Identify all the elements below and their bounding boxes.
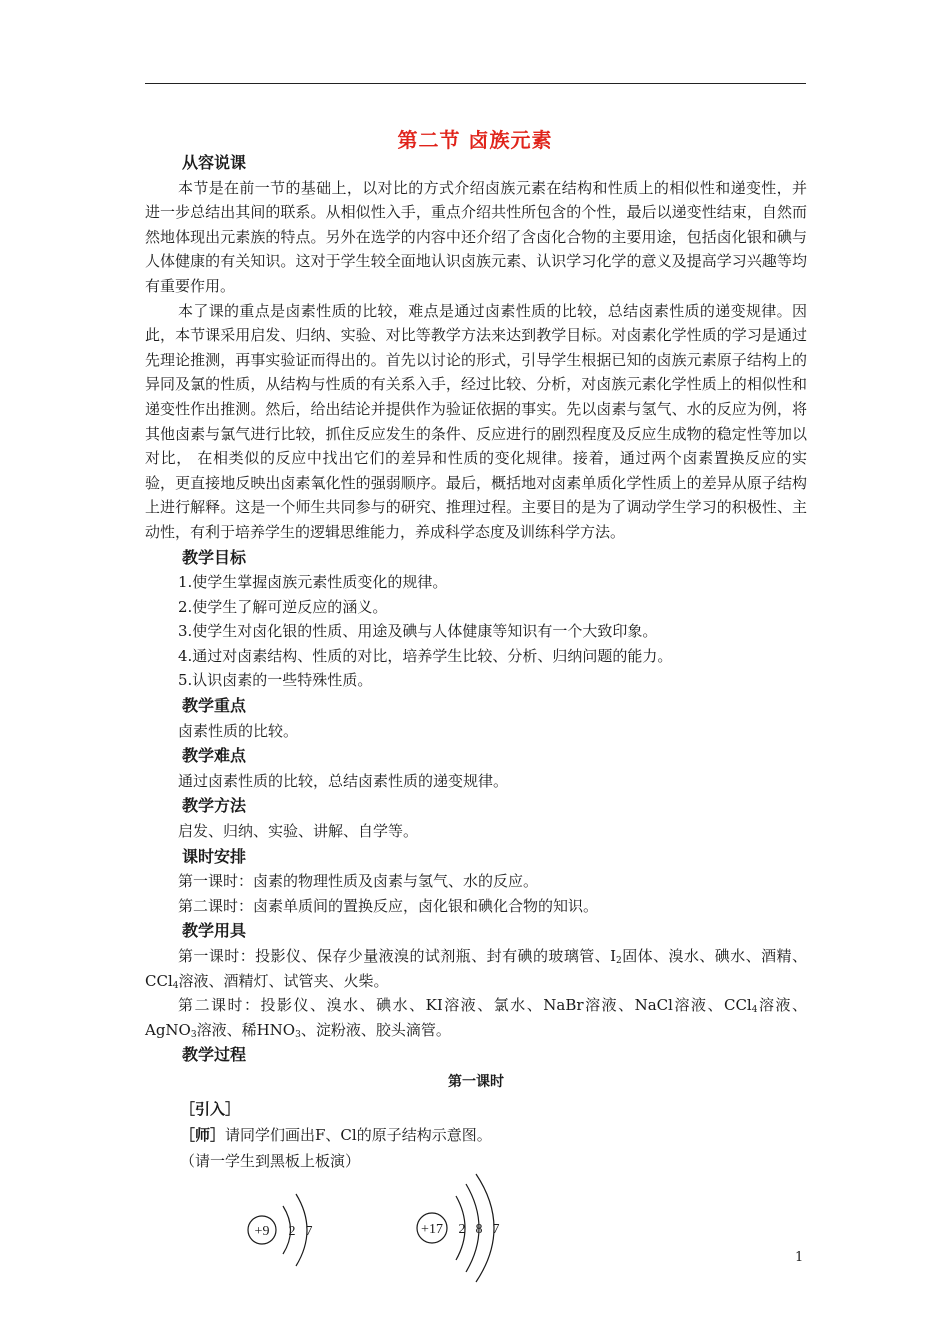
list-item: 4.通过对卤素结构、性质的对比，培养学生比较、分析、归纳问题的能力。 (178, 646, 673, 665)
section-heading: 教学用具 (182, 921, 247, 941)
section-heading: 教学重点 (182, 696, 247, 716)
section-heading: 教学方法 (182, 796, 247, 816)
page-number: 1 (795, 1250, 804, 1265)
paragraph: 通过卤素性质的比较，总结卤素性质的递变规律。 (178, 771, 509, 790)
section-heading: 教学难点 (182, 746, 247, 766)
chlorine-diagram (417, 1174, 500, 1282)
note-line: （请一学生到黑板上板演） (180, 1151, 361, 1170)
paragraph: 第一课时：卤素的物理性质及卤素与氢气、水的反应。 (178, 872, 539, 891)
cl-shell-3: 7 (492, 1222, 500, 1237)
f-shell-2: 7 (305, 1224, 313, 1239)
section-heading: 教学目标 (182, 547, 247, 567)
lesson-heading: 第一课时 (448, 1073, 504, 1090)
cl-shell-2: 8 (475, 1222, 483, 1237)
f-nucleus-label: +9 (254, 1224, 270, 1239)
section-heading: 从容说课 (182, 153, 247, 172)
list-item: 3.使学生对卤化银的性质、用途及碘与人体健康等知识有一个大致印象。 (178, 622, 658, 641)
list-item: 2.使学生了解可逆反应的涵义。 (178, 597, 388, 616)
equipment-line-1: 第一课时：投影仪、保存少量液溴的试剂瓶、封有碘的玻璃管、$I_2$固体、溴水、碘水、酒精、CCl$_4$溶液、酒精灯、试管夹、火柴。 (145, 947, 807, 991)
list-item: 1.使学生掌握卤族元素性质变化的规律。 (178, 573, 448, 592)
paragraph: 启发、归纳、实验、讲解、自学等。 (178, 822, 419, 841)
header-rule (145, 83, 806, 84)
page-title: 第二节 卤族元素 (397, 128, 553, 152)
paragraph: 本节是在前一节的基础上，以对比的方式介绍卤族元素在结构和性质上的相似性和递变性，并进一步总结出其间的联系。从相似性入手，重点介绍共性所包含的个性，最后以递变性结束，自然而然地体现出元素族的特点。另外在选学的内容中还介绍了含卤化合物的主要用途，包括卤化银和碘与人体健康的有关知识。这对于学生较全面地认识卤族元素、认识学习化学的意义及提高学习兴趣等均有重要作用。 (145, 178, 807, 295)
section-heading: 教学过程 (182, 1045, 247, 1065)
teacher-line: ［师］请同学们画出F、Cl的原子结构示意图。 (180, 1125, 492, 1144)
list-item: 5.认识卤素的一些特殊性质。 (178, 671, 373, 690)
equipment-line-2: 第二课时：投影仪、溴水、碘水、KI溶液、氯水、NaBr溶液、NaCl溶液、CCl$_4$溶液、AgNO$_3$溶液、稀$HNO_3$、淀粉液、胶头滴管。 (145, 996, 807, 1040)
cl-shell-1: 2 (458, 1222, 466, 1237)
intro-marker: ［引入］ (180, 1099, 241, 1118)
document-body (145, 150, 807, 1174)
paragraph: 卤素性质的比较。 (178, 721, 299, 740)
atomic-structure-diagram (236, 1166, 536, 1286)
section-heading: 课时安排 (182, 846, 247, 866)
cl-nucleus-label: +17 (421, 1222, 443, 1237)
f-shell-1: 2 (288, 1224, 296, 1239)
paragraph: 第二课时：卤素单质间的置换反应，卤化银和碘化合物的知识。 (178, 896, 599, 915)
paragraph: 本了课的重点是卤素性质的比较，难点是通过卤素性质的比较，总结卤素性质的递变规律。因此，本节课采用启发、归纳、实验、对比等教学方法来达到教学目标。对卤素化学性质的学习是通过先理论推测，再事实验证而得出的。首先以讨论的形式，引导学生根据已知的卤族元素原子结构上的异同及氯的性质，从结构与性质的有关系入手，经过比较、分析，对卤族元素化学性质上的相似性和递变性作出推测。然后，给出结论并提供作为验证依据的事实。先以卤素与氢气、水的反应为例，将其他卤素与氯气进行比较，抓住反应发生的条件、反应进行的剧烈程度及反应生成物的稳定性等加以对比， 在相类似的反应中找出它们的差异和性质的变化规律。接着，通过两个卤素置换反应的实验，更直接地反映出卤素氧化性的强弱顺序。最后，概括地对卤素单质化学性质上的差异从原子结构上进行解释。这是一个师生共同参与的研究、推理过程。主要目的是为了调动学生学习的积极性、主动性，有利于培养学生的逻辑思维能力，养成科学态度及训练科学方法。 (145, 301, 807, 541)
fluorine-diagram (248, 1194, 313, 1266)
